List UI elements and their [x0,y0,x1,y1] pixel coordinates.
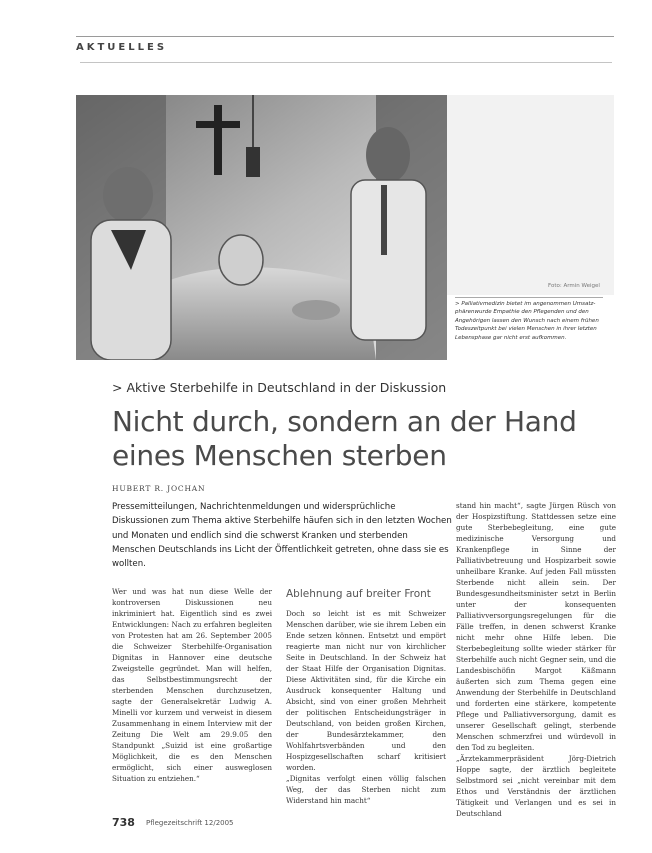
photo-side-area [447,95,614,295]
article-lede: Pressemitteilungen, Nachrichtenmeldungen und widersprüchliche Diskussionen zum Thema aktive Sterbehilfe häufen sich in den letzten Wochen und Monaten und endlich sind die schwerst Kranken und sterbenden Menschen Deutschlands ins Licht der Öffentlichkeit getreten, ohne dass sie es wollten. [112,502,452,570]
article-subhead: Ablehnung auf breiter Front [286,588,431,600]
article-photo-graphic [76,95,447,360]
top-rule [76,36,614,37]
article-photo [76,95,447,360]
column-1-text: Wer und was hat nun diese Welle der kontroversen Diskussionen neu inkriminiert hat. Eigentlich sind es zwei Entwicklungen: Nach zu erfahren begleiten von Protesten hat am 26. September 2005 die Schweizer Sterbehilfe-Organisation Dignitas in Hannover eine deutsche Zweigstelle gegründet. Man will helfen, das Selbstbestimmungsrecht der sterbenden Menschen durchzusetzen, sagte der Generalsekretär Ludwig A. Minelli vor kurzem und verweist in diesem Zusammenhang in einem Interview mit der Zeitung Die Welt am 29.9.05 den Standpunkt „Suizid ist eine großartige Möglichkeit, die es den Menschen ermöglicht, sich einer ausweglosen Situation zu entziehen.“ [112,587,272,783]
photo-caption [455,300,605,342]
journal-name: Pflegezeitschrift 12/2005 [146,819,234,827]
photo-credit: Foto: Armin Weigel [548,283,600,289]
body-column-3 [456,500,616,819]
caption-arrow: > [455,301,460,307]
body-column-1 [112,586,272,784]
caption-text: Palliativmedizin bietet im angenommen Umsatz-phärenwurde Empathie den Pflegenden und den Angehörigen lassen den Wunsch nach einem frühen Todeszeitpunkt bei vielen Menschen in ihrer letzten Lebensphase gar nicht erst aufkommen. [455,301,599,341]
article-kicker: > Aktive Sterbehilfe in Deutschland in der Diskussion [112,380,447,395]
article-headline: Nicht durch, sondern an der Hand eines Menschen sterben [112,405,577,472]
column-2-text: Doch so leicht ist es mit Schweizer Menschen darüber, wie sie ihrem Leben ein Ende setzen können. Entsetzt und empört reagierte man nicht nur von kirchlicher Seite in Deutschland. In der Schweiz hat der Staat Hilfe der Organisation Dignitas. Diese Aktivitäten sind, für die Kirche ein Ausdruck konsequenter Haltung und Absicht, sind von einer großen Mehrheit der politischen Entscheidungsträger in Deutschland, von beiden großen Kirchen, der Bundesärztekammer, den Wohlfahrtsverbänden und den Hospizgesellschaften scharf kritisiert worden. „Dignitas verfolgt einen völlig falschen Weg, der das Sterben nicht zum Widerstand hin macht“ [286,609,446,805]
section-rule [80,62,612,63]
page-number: 738 [112,816,135,829]
caption-rule [455,297,603,298]
body-column-2 [286,608,446,806]
article-byline: HUBERT R. JOCHAN [112,484,206,493]
section-label: AKTUELLES [76,42,168,53]
column-3-text: stand hin macht“, sagte Jürgen Rüsch von der Hospizstiftung. Stattdessen setze eine gute Sterbebegleitung, eine gute medizinische Versorgung und Krankenpflege in Sinne der Palliativbetreuung und Hospizarbeit sowie unheilbare Kranke. Auf jeden Fall müssten Sterbende nicht allein sein. Der Bundesgesundheitsminister setzt in Berlin unter der konsequenten Palliativversorgungsregelungen für die Fälle treffen, in denen schwerst Kranke nicht mehr ohne Hilfe leben. Die Sterbebegleitung sollte wieder stärker für Sterbehilfe auch nicht Gegner sein, und die Landesbischöfin Margot Käßmann äußerten sich zum Thema gegen eine Anwendung der Sterbehilfe in Deutschland und forderten eine stärkere, kompetente Pflege und Palliativversorgung, damit es unserer Gesellschaft gelingt, sterbende Menschen schmerzfrei und würdevoll in den Tod zu begleiten. „Ärztekammerpräsident Jörg-Dietrich Hoppe sagte, der ärztlich begleitete Selbstmord sei „nicht vereinbar mit dem Ethos und Verständnis der ärztlichen Tätigkeit und Verlangen und es sei in Deutschland [456,501,616,818]
